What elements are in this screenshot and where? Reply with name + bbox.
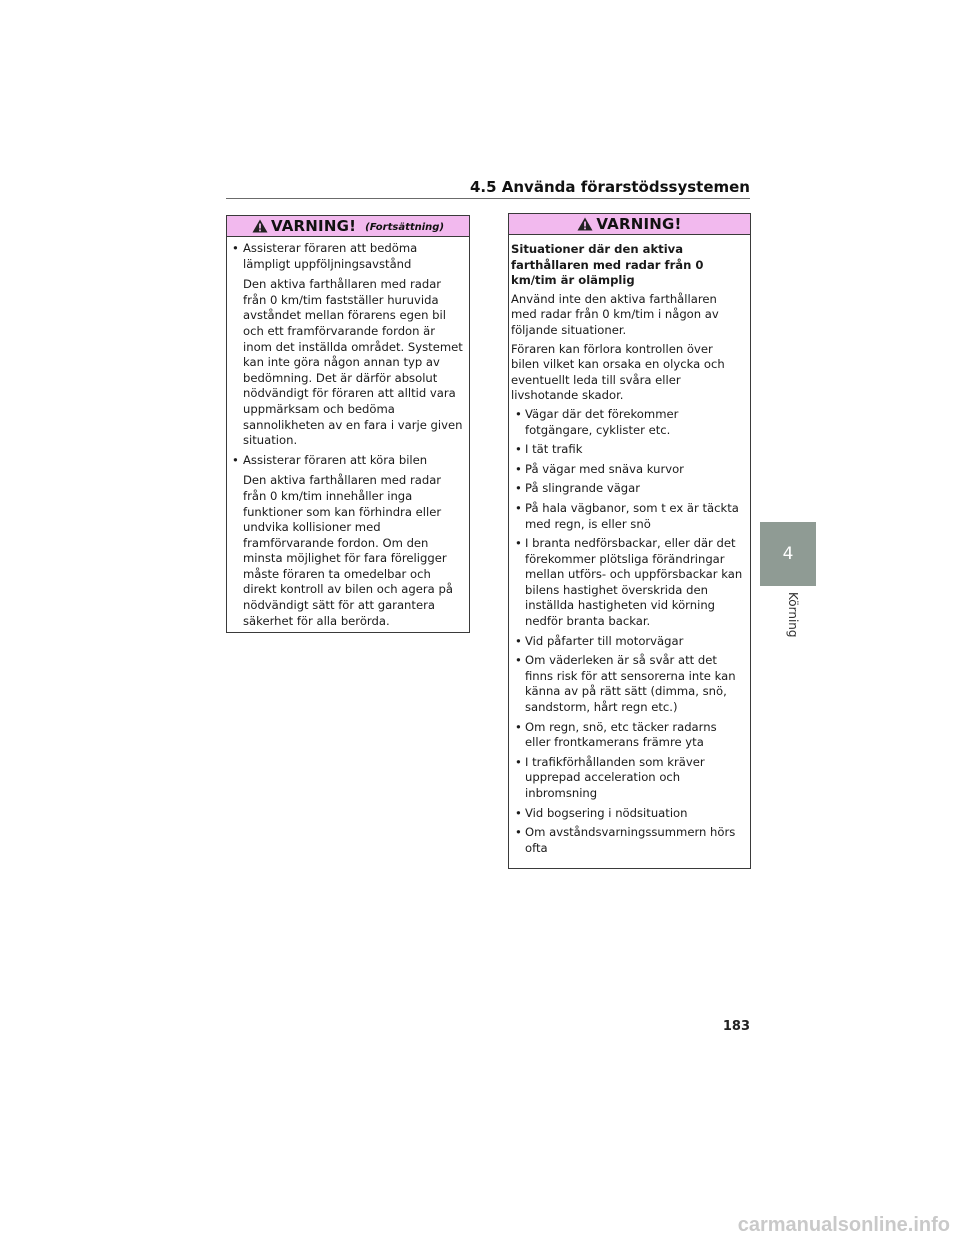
header-divider bbox=[226, 198, 750, 199]
warning-title: VARNING! bbox=[270, 217, 357, 235]
list-item bbox=[511, 481, 744, 497]
warning-title: VARNING! bbox=[596, 215, 682, 233]
list-item bbox=[511, 806, 744, 822]
bullet-text: I tät trafik bbox=[525, 442, 583, 457]
warning-body bbox=[509, 235, 750, 856]
bullet-text: Vägar där det förekommer fotgängare, cyklister etc. bbox=[525, 406, 679, 437]
bullet-text: Assisterar föraren att bedöma lämpligt uppföljningsavstånd bbox=[243, 241, 418, 271]
chapter-number: 4 bbox=[782, 544, 794, 564]
list-item bbox=[511, 462, 744, 478]
bullet-marker: • bbox=[515, 500, 522, 515]
bullet-marker: • bbox=[515, 536, 522, 551]
bullet-marker: • bbox=[515, 461, 522, 476]
bullet-text: I trafikförhållanden som kräver upprepad acceleration och inbromsning bbox=[525, 754, 705, 800]
list-item bbox=[511, 720, 744, 751]
warning-box-continued bbox=[226, 215, 470, 633]
chapter-label: Körning bbox=[786, 592, 800, 638]
bullet-text: Om väderleken är så svår att det finns risk för att sensorerna inte kan känna av på rätt sätt (dimma, snö, sandstorm, hårt regn etc.) bbox=[525, 653, 736, 715]
list-item bbox=[511, 825, 744, 856]
list-item bbox=[511, 501, 744, 532]
list-item bbox=[511, 653, 744, 715]
bullet-marker: • bbox=[515, 481, 522, 496]
section-title: 4.5 Använda förarstödssystemen bbox=[469, 178, 750, 196]
bullet-detail: Den aktiva farthållaren med radar från 0 km/tim innehåller inga funktioner som kan förhindra eller undvika kollisioner med framförvarande fordon. Om den minsta möjlighet för fara föreligger måste föraren ta omedelbar och direkt kontroll av bilen och agera på nödvändigt sätt för att garantera säkerhet för alla berörda. bbox=[243, 473, 453, 628]
warning-header bbox=[509, 214, 750, 235]
warning-paragraph: Använd inte den aktiva farthållaren med radar från 0 km/tim i någon av följande situationer. bbox=[511, 291, 719, 337]
list-item bbox=[229, 241, 463, 272]
bullet-text: Assisterar föraren att köra bilen bbox=[243, 452, 428, 467]
page-number: 183 bbox=[722, 1019, 750, 1034]
warning-box bbox=[508, 213, 751, 869]
bullet-text: Om regn, snö, etc täcker radarns eller frontkamerans främre yta bbox=[525, 719, 717, 750]
warning-header bbox=[227, 216, 469, 237]
warning-subheading: Situationer där den aktiva farthållaren med radar från 0 km/tim är olämplig bbox=[511, 242, 704, 288]
warning-triangle-icon bbox=[252, 219, 268, 233]
bullet-marker: • bbox=[515, 633, 522, 648]
bullet-text: Om avståndsvarningssummern hörs ofta bbox=[525, 825, 736, 855]
bullet-text: På hala vägbanor, som t ex är täckta med regn, is eller snö bbox=[525, 500, 739, 531]
chapter-tab bbox=[760, 522, 816, 586]
list-item bbox=[511, 536, 744, 630]
bullet-marker: • bbox=[232, 452, 239, 467]
bullet-marker: • bbox=[515, 406, 522, 421]
bullet-marker: • bbox=[515, 653, 522, 668]
bullet-marker: • bbox=[515, 719, 522, 734]
list-item bbox=[511, 442, 744, 458]
bullet-marker: • bbox=[515, 442, 522, 457]
bullet-marker: • bbox=[232, 241, 239, 255]
situation-list bbox=[511, 407, 744, 856]
bullet-marker: • bbox=[515, 825, 522, 840]
list-item bbox=[511, 634, 744, 650]
warning-paragraph: Föraren kan förlora kontrollen över bilen vilket kan orsaka en olycka och eventuellt leda till svåra eller livshotande skador. bbox=[511, 341, 725, 403]
bullet-text: Vid påfarter till motorvägar bbox=[525, 633, 684, 648]
bullet-text: På vägar med snäva kurvor bbox=[525, 461, 684, 476]
bullet-detail: Den aktiva farthållaren med radar från 0 km/tim fastställer huruvida avståndet mellan förarens egen bil och ett framförvarande fordon är inom det inställda området. Systemet kan inte göra någon annan typ av bedömning. Det är därför absolut nödvändigt för föraren att alltid vara uppmärksam och bedöma sannolikheten av en fara i varje given situation. bbox=[243, 277, 463, 448]
bullet-text: På slingrande vägar bbox=[525, 481, 641, 496]
bullet-text: I branta nedförsbackar, eller där det förekommer plötsliga förändringar mellan utförs- och uppförsbackar kan bilens hastighet överskrida den inställda hastigheten vid körning nedför branta backar. bbox=[525, 536, 743, 629]
watermark: carmanualsonline.info bbox=[737, 1214, 950, 1236]
list-item bbox=[229, 453, 463, 469]
bullet-marker: • bbox=[515, 805, 522, 820]
list-item bbox=[511, 755, 744, 802]
warning-continuation: (Fortsättning) bbox=[365, 222, 445, 233]
bullet-marker: • bbox=[515, 754, 522, 769]
list-item bbox=[511, 407, 744, 438]
warning-triangle-icon bbox=[577, 217, 593, 231]
warning-body bbox=[227, 237, 469, 629]
bullet-text: Vid bogsering i nödsituation bbox=[525, 805, 688, 820]
